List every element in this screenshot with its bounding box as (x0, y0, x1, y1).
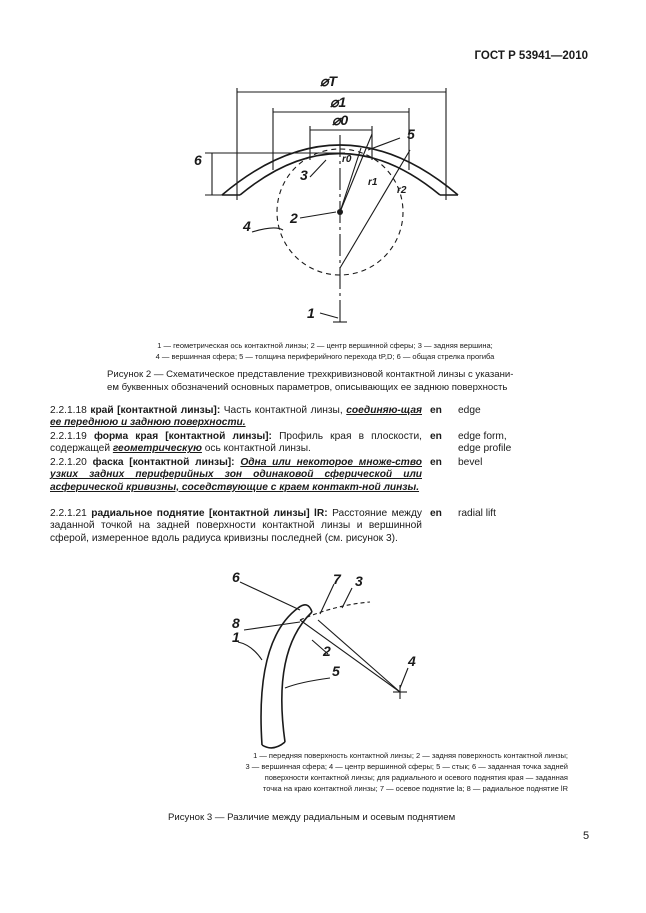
equiv-2: edge form, edge profile (458, 431, 512, 455)
figure-2-caption: Рисунок 2 — Схематическое представление трехкривизновой контактной линзы с указани- ем буквенных обозначений основных параметров, описывающих ее заднюю поверхность (107, 369, 514, 393)
lang-en-3: en (430, 457, 442, 468)
label-r2: r2 (397, 185, 407, 196)
label-7: 7 (333, 571, 341, 587)
page-number: 5 (583, 830, 590, 842)
label-5: 5 (407, 126, 415, 142)
label-6: 6 (194, 152, 202, 168)
figure-3-caption: Рисунок 3 — Различие между радиальным и осевым поднятием (168, 812, 456, 823)
label-d1: ⌀1 (330, 94, 347, 110)
label-1: 1 (232, 629, 240, 645)
figure-2-diagram (0, 0, 646, 340)
label-d0: ⌀0 (332, 112, 349, 128)
label-3: 3 (300, 167, 308, 183)
lang-en-2: en (430, 431, 442, 442)
term-2-2-1-19: 2.2.1.19 форма края [контактной линзы]: Профиль края в плоскости, содержащей геометрическую ось контактной линзы. (50, 431, 422, 455)
label-1: 1 (307, 305, 315, 321)
label-2: 2 (290, 210, 298, 226)
label-3: 3 (355, 573, 363, 589)
equiv-1: edge (458, 405, 481, 416)
term-2-2-1-18: 2.2.1.18 край [контактной линзы]: Часть контактной линзы, соединяю-щая ее переднюю и заднюю поверхности. (50, 405, 422, 429)
figure-3-legend: 1 — передняя поверхность контактной линзы; 2 — задняя поверхность контактной линзы; 3 — вершинная сфера; 4 — центр вершинной сферы; 5 — стык; 6 — заданная точка задней поверхности контактной линзы; для радиального и осевого поднятия края — заданная точка на краю контактной линзы; 7 — осевое поднятие la; 8 — радиальное поднятие lR (245, 751, 568, 793)
document-code: ГОСТ Р 53941—2010 (474, 50, 588, 62)
figure-3-diagram (0, 570, 646, 750)
term-2-2-1-20: 2.2.1.20 фаска [контактной линзы]: Одна или некоторое множе-ство узких задних периферийных зон одинаковой сферической или асферической кривизны, соседствующие с краем контакт-ной линзы. (50, 457, 422, 493)
label-4: 4 (243, 218, 251, 234)
label-r0: r0 (342, 154, 352, 165)
label-5: 5 (332, 663, 340, 679)
front-surface (261, 608, 298, 745)
equiv-4: radial lift (458, 508, 496, 519)
lang-en-4: en (430, 508, 442, 519)
label-r1: r1 (368, 177, 378, 188)
term-2-2-1-21: 2.2.1.21 радиальное поднятие [контактной линзы] lR: Расстояние между заданной точкой на задней поверхности контактной линзы и вершинной сферой, измеренное вдоль радиуса кривизны последней (см. рисунок 3). (50, 508, 422, 544)
figure-2-legend: 1 — геометрическая ось контактной линзы; 2 — центр вершинной сферы; 3 — задняя вершина; 4 — вершинная сфера; 5 — толщина периферийного перехода tP,D; 6 — общая стрелка прогиба (155, 341, 495, 361)
label-8: 8 (232, 615, 240, 631)
label-4: 4 (408, 653, 416, 669)
equiv-3: bevel (458, 457, 483, 468)
lang-en-1: en (430, 405, 442, 416)
label-2: 2 (323, 643, 331, 659)
label-dT: ⌀T (320, 73, 337, 89)
back-surface (282, 612, 312, 742)
label-6: 6 (232, 570, 240, 585)
